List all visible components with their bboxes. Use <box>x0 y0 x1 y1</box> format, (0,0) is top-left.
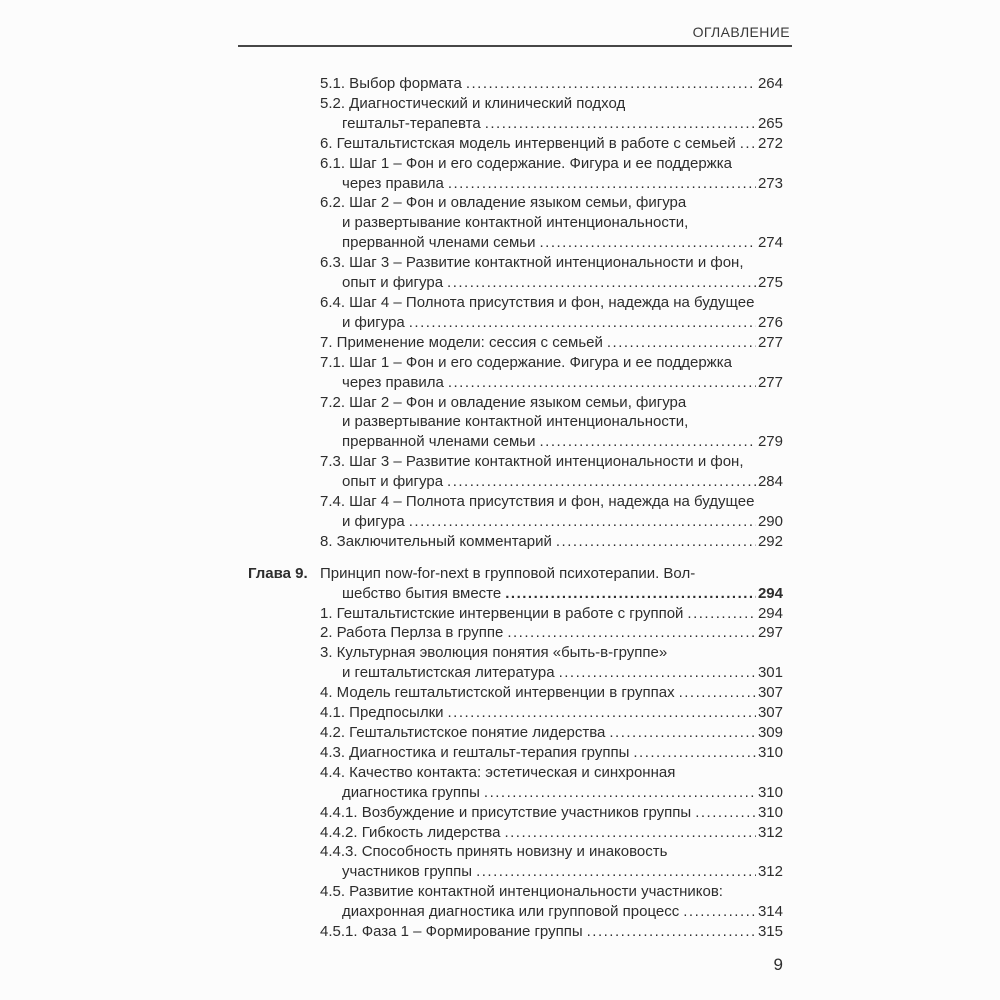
toc-entry <box>320 154 783 194</box>
toc-entry-line <box>320 783 783 803</box>
toc-entry-line <box>320 134 783 154</box>
toc-entry-line <box>320 703 783 723</box>
page-number: 9 <box>773 955 783 974</box>
page-ref: 279 <box>757 433 783 451</box>
toc-entry-line <box>320 333 783 353</box>
toc-entry-line: 3. Культурная эволюция понятия «быть-в-группе» <box>320 644 668 662</box>
toc-entry-text: и фигура <box>342 512 405 530</box>
toc-entry-text: через правила <box>342 174 444 192</box>
toc-entry-text: 5.1. Выбор формата <box>320 75 462 92</box>
toc-entry-text: прерванной членами семьи <box>342 234 536 252</box>
toc-entry <box>320 604 783 624</box>
page-ref: 307 <box>757 704 783 722</box>
page-ref: 275 <box>757 274 783 292</box>
dot-leader <box>448 373 756 393</box>
toc-entry-text: 4.3. Диагностика и гештальт-терапия группы <box>320 743 630 761</box>
dot-leader <box>409 313 756 333</box>
toc-entry-text: 4.2. Гештальтистское понятие лидерства <box>320 724 606 741</box>
toc-entry-line <box>320 922 783 942</box>
dot-leader <box>559 663 756 683</box>
toc-entry <box>320 193 783 253</box>
toc-entry-line <box>320 584 783 604</box>
toc-entry <box>320 743 783 763</box>
toc-entry-text: 2. Работа Перлза в группе <box>320 624 504 642</box>
toc-entry-text: 4.5.1. Фаза 1 – Формирование группы <box>320 923 583 941</box>
toc-entry-line <box>320 74 783 94</box>
toc-entry-line: 4.4. Качество контакта: эстетическая и синхронная <box>320 763 676 781</box>
toc-entry-text: опыт и фигура <box>342 473 444 491</box>
toc-entry <box>320 703 783 723</box>
dot-leader <box>695 803 756 823</box>
toc-entry-text: опыт и фигура <box>342 274 444 292</box>
toc-entry <box>320 882 783 922</box>
toc-section-chapter-9 <box>248 564 783 942</box>
dot-leader <box>448 174 756 194</box>
toc-entry <box>320 94 783 134</box>
toc-entry-text: 4.4.2. Гибкость лидерства <box>320 823 501 841</box>
dot-leader <box>683 902 756 922</box>
toc-entry <box>320 253 783 293</box>
toc-entry <box>320 623 783 643</box>
toc-entry-line: и развертывание контактной интенциональности, <box>342 214 689 232</box>
toc-entry-line: 7.1. Шаг 1 – Фон и его содержание. Фигура и ее поддержка <box>320 353 732 371</box>
toc-entry <box>320 492 783 532</box>
toc-entry-line <box>320 532 783 552</box>
toc-entry <box>320 643 783 683</box>
dot-leader <box>740 134 756 154</box>
toc-entry-line <box>320 803 783 823</box>
page-ref: 312 <box>757 823 783 841</box>
toc-entry <box>320 333 783 353</box>
toc-section-pre-chapter <box>320 74 783 552</box>
toc-entry <box>320 683 783 703</box>
toc-entry-line <box>320 823 783 843</box>
toc-entry-line <box>320 373 783 393</box>
toc-entry-text: 4.1. Предпосылки <box>320 704 444 722</box>
toc-entry <box>320 922 783 942</box>
toc-entry-line <box>320 472 783 492</box>
dot-leader <box>447 273 756 293</box>
toc-entry <box>320 393 783 453</box>
toc-entry <box>320 803 783 823</box>
header-rule <box>238 45 792 47</box>
toc-entry-line: 5.2. Диагностический и клинический подход <box>320 94 626 112</box>
toc-entry-text: 4.4.1. Возбуждение и присутствие участников группы <box>320 803 692 821</box>
toc-entry-text: и фигура <box>342 313 405 331</box>
page-ref: 301 <box>757 664 783 682</box>
toc-entry-line: 6.2. Шаг 2 – Фон и овладение языком семьи, фигура <box>320 194 687 212</box>
page-ref: 284 <box>757 473 783 491</box>
toc-entry-line <box>320 273 783 293</box>
dot-leader <box>504 823 756 843</box>
toc-entry-text: через правила <box>342 373 444 391</box>
page-ref: 307 <box>757 684 783 702</box>
toc-entry-line <box>320 683 783 703</box>
toc-entry-line <box>320 604 783 624</box>
page-ref: 277 <box>757 373 783 391</box>
toc-entry-text: участников группы <box>342 863 473 881</box>
dot-leader <box>485 114 756 134</box>
dot-leader <box>540 233 756 253</box>
dot-leader <box>587 922 756 942</box>
toc-entry-line <box>320 512 783 532</box>
toc-entry <box>320 74 783 94</box>
page-ref: 314 <box>757 903 783 921</box>
dot-leader <box>679 683 756 703</box>
toc-entry-line: 7.3. Шаг 3 – Развитие контактной интенциональности и фон, <box>320 453 744 471</box>
page-ref: 312 <box>757 863 783 881</box>
chapter-entry-list <box>320 604 783 942</box>
page-ref: 309 <box>757 724 783 741</box>
page-ref: 297 <box>757 624 783 642</box>
toc-entry-line: 6.1. Шаг 1 – Фон и его содержание. Фигура и ее поддержка <box>320 154 732 172</box>
toc-entry-text: 4. Модель гештальтистской интервенции в группах <box>320 684 675 702</box>
toc-entry-line <box>320 862 783 882</box>
page-ref: 290 <box>757 512 783 530</box>
page-ref: 274 <box>757 234 783 252</box>
dot-leader <box>633 743 756 763</box>
toc-entry-text: 6. Гештальтистская модель интервенций в работе с семьей <box>320 134 736 152</box>
toc-entry-line <box>320 663 783 683</box>
toc-entry-line <box>320 233 783 253</box>
toc-entry <box>320 842 783 882</box>
toc-entry-text: 1. Гештальтистские интервенции в работе с группой <box>320 604 684 622</box>
page-ref: 265 <box>757 114 783 132</box>
toc-entry-line: и развертывание контактной интенциональности, <box>342 413 689 431</box>
toc-entry-line <box>320 313 783 333</box>
toc-entry <box>320 723 783 743</box>
toc-entry-line <box>320 174 783 194</box>
toc-entry-text: 7. Применение модели: сессия с семьей <box>320 333 603 351</box>
dot-leader <box>476 862 756 882</box>
toc-entry <box>320 134 783 154</box>
page-ref: 273 <box>757 174 783 192</box>
page-ref: 310 <box>757 743 783 761</box>
toc-entry-line <box>320 623 783 643</box>
toc-entry-line <box>320 114 783 134</box>
dot-leader <box>507 623 756 643</box>
dot-leader <box>447 472 756 492</box>
running-header-title: ОГЛАВЛЕНИЕ <box>692 24 790 40</box>
page-ref: 294 <box>757 604 783 622</box>
page-ref: 276 <box>757 313 783 331</box>
toc-entry <box>320 452 783 492</box>
page-ref: 315 <box>757 923 783 941</box>
toc-entry-line: 6.3. Шаг 3 – Развитие контактной интенциональности и фон, <box>320 254 744 272</box>
page-ref: 310 <box>757 803 783 821</box>
dot-leader <box>409 512 756 532</box>
toc-entry-line <box>320 902 783 922</box>
toc-entry <box>320 293 783 333</box>
toc-entry-text: прерванной членами семьи <box>342 433 536 451</box>
toc-entry-line: 7.2. Шаг 2 – Фон и овладение языком семьи, фигура <box>320 393 687 411</box>
toc-entry-line: 7.4. Шаг 4 – Полнота присутствия и фон, надежда на будущее <box>320 493 755 511</box>
toc-entry-text: шебство бытия вместе <box>342 584 502 602</box>
dot-leader <box>607 333 756 353</box>
dot-leader <box>505 584 756 604</box>
dot-leader <box>448 703 756 723</box>
chapter-title <box>320 564 783 604</box>
table-of-contents <box>248 74 783 942</box>
page-ref: 294 <box>757 584 783 602</box>
dot-leader <box>484 783 756 803</box>
toc-entry-line <box>320 723 783 743</box>
toc-entry-text: 8. Заключительный комментарий <box>320 532 552 550</box>
page-ref: 264 <box>757 75 783 92</box>
dot-leader <box>609 723 756 743</box>
toc-entry-text: гештальт-терапевта <box>342 114 481 132</box>
toc-entry-line: Принцип now-for-next в групповой психотерапии. Вол- <box>320 564 696 582</box>
toc-entry-line <box>320 743 783 763</box>
toc-entry <box>320 763 783 803</box>
dot-leader <box>687 604 756 624</box>
toc-entry <box>320 532 783 552</box>
chapter-heading <box>248 564 783 604</box>
toc-entry-text: и гештальтистская литература <box>342 664 555 682</box>
dot-leader <box>466 74 756 94</box>
dot-leader <box>540 432 756 452</box>
page-ref: 272 <box>757 134 783 152</box>
toc-entry-line: 4.4.3. Способность принять новизну и инаковость <box>320 843 668 861</box>
toc-entry <box>320 823 783 843</box>
dot-leader <box>556 532 756 552</box>
page-ref: 277 <box>757 333 783 351</box>
toc-entry-line: 6.4. Шаг 4 – Полнота присутствия и фон, надежда на будущее <box>320 293 755 311</box>
toc-entry-text: диагностика группы <box>342 783 480 801</box>
chapter-label: Глава 9. <box>248 564 308 582</box>
toc-entry <box>320 353 783 393</box>
page-ref: 292 <box>757 532 783 550</box>
toc-entry-text: диахронная диагностика или групповой процесс <box>342 903 680 921</box>
page-ref: 310 <box>757 783 783 801</box>
toc-entry-line: 4.5. Развитие контактной интенциональности участников: <box>320 883 723 901</box>
toc-entry-line <box>320 432 783 452</box>
